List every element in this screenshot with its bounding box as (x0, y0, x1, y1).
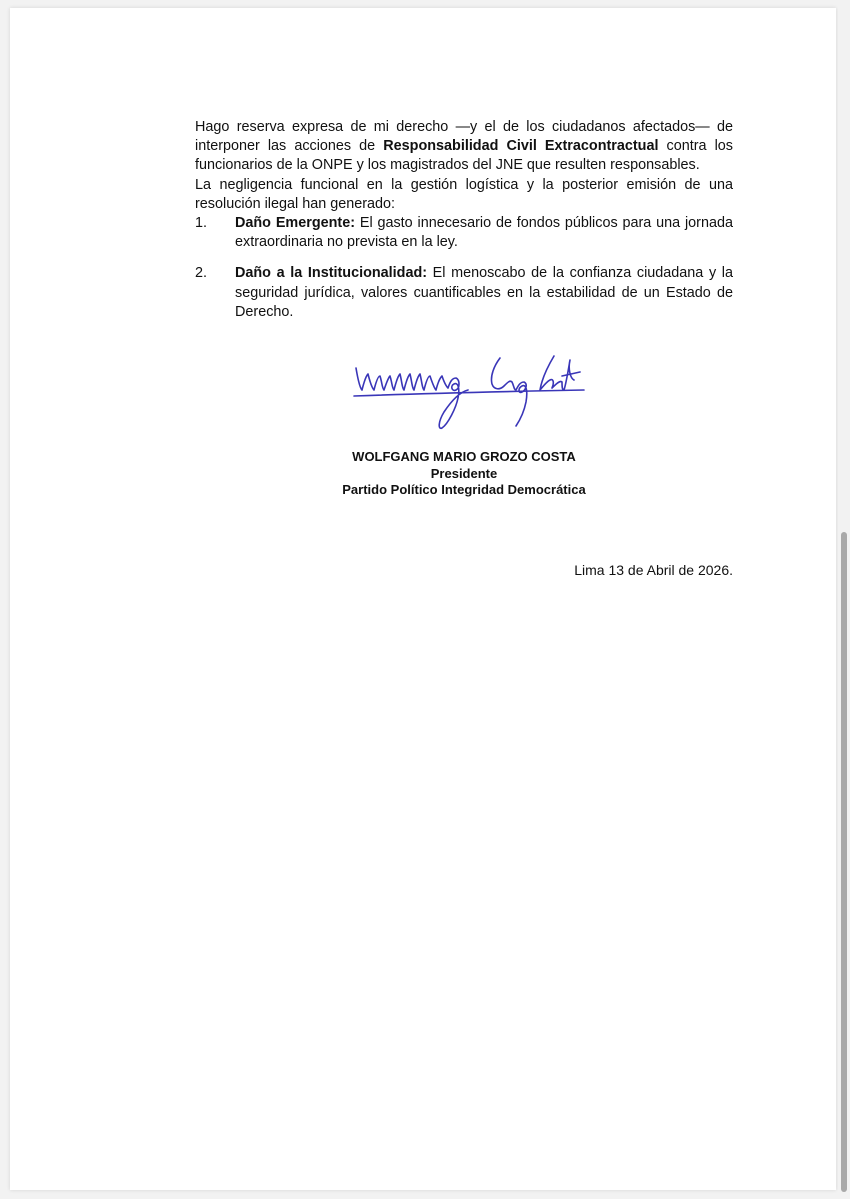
list-item-bold: Daño Emergente: (235, 215, 355, 232)
list-item-number: 1. (195, 215, 208, 232)
document-body (195, 118, 733, 322)
list-item-text (235, 214, 733, 252)
signer-organization: Partido Político Integridad Democrática (342, 482, 586, 497)
list-item-bold: Daño a la Institucionalidad: (235, 265, 428, 282)
paragraph-reservation (195, 118, 733, 176)
signature-block (195, 449, 733, 499)
list-item (195, 214, 733, 252)
paragraph-reservation-text-1: Hago reserva expresa de mi derecho —y el de los ciudadanos afectados— de interponer las acciones de (195, 119, 733, 155)
list-item-body: El gasto innecesario de fondos públicos para una jornada extraordinaria no prevista en la ley. (235, 215, 733, 251)
list-item-number: 2. (195, 265, 208, 282)
paragraph-negligence: La negligencia funcional en la gestión logística y la posterior emisión de una resolución ilegal han generado: (195, 176, 733, 212)
list-item-body: El menoscabo de la confianza ciudadana y la seguridad jurídica, valores cuantificables en la estabilidad de un Estado de Derecho. (235, 265, 733, 320)
paragraph-reservation-bold: Responsabilidad Civil Extracontractual (383, 138, 659, 155)
scrollbar[interactable] (838, 0, 850, 1199)
list-item (195, 264, 733, 322)
signer-title: Presidente (430, 465, 498, 481)
list-item-text (235, 264, 733, 322)
paragraph-reservation-text-2: contra los funcionarios de la ONPE y los magistrados del JNE que resulten responsables. (195, 138, 733, 174)
document-page (10, 8, 836, 1190)
document-date: Lima 13 de Abril de 2026. (574, 562, 733, 578)
handwritten-signature (348, 346, 588, 430)
signer-name: WOLFGANG MARIO GROZO COSTA (352, 449, 576, 464)
scrollbar-thumb[interactable] (841, 532, 847, 1192)
